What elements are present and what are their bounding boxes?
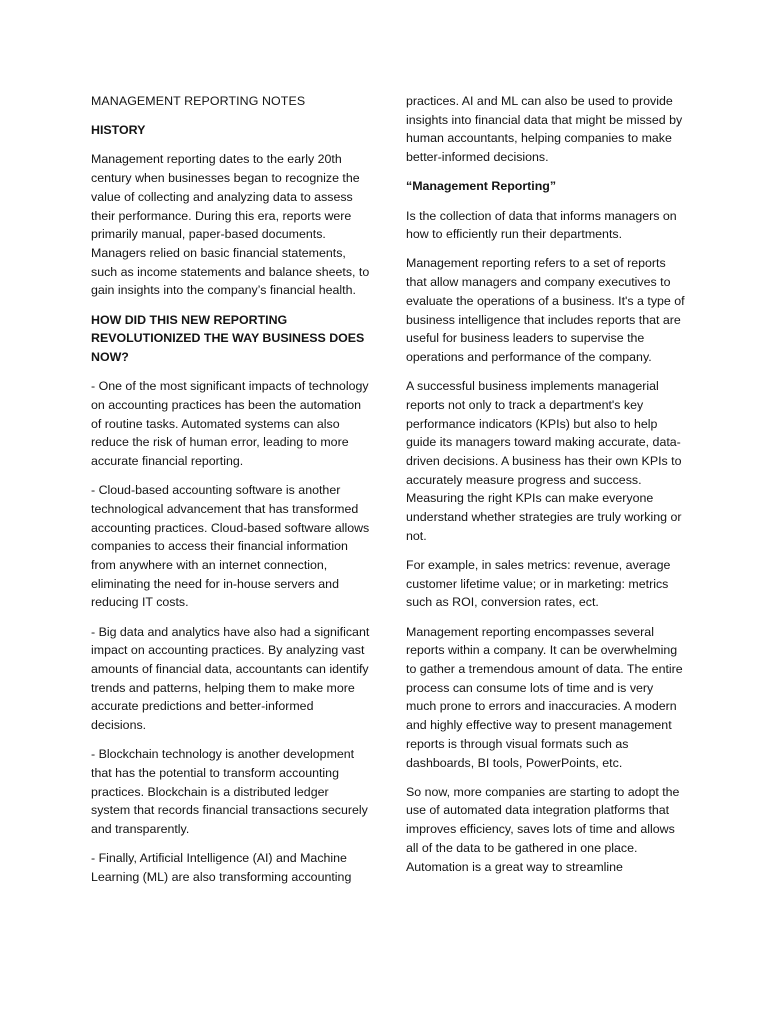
left-column	[91, 92, 371, 897]
bullet-big-data: - Big data and analytics have also had a significant impact on accounting practices. By analyzing vast amounts of financial data, accountants can identify trends and patterns, helping them to make more accurate predictions and better-informed decisions.	[91, 624, 370, 733]
continuation-paragraph: practices. AI and ML can also be used to provide insights into financial data that might be missed by human accountants, helping companies to make better-informed decisions.	[406, 94, 683, 165]
question-heading: HOW DID THIS NEW REPORTING REVOLUTIONIZED THE WAY BUSINESS DOES NOW?	[91, 312, 365, 364]
definition-paragraph: Is the collection of data that informs managers on how to efficiently run their departments.	[406, 208, 677, 242]
paragraph-metrics-example: For example, in sales metrics: revenue, average customer lifetime value; or in marketing: metrics such as ROI, conversion rates, ect.	[406, 557, 671, 610]
bullet-blockchain: - Blockchain technology is another development that has the potential to transform accounting practices. Blockchain is a distributed ledger system that records financial transactions securely and transparently.	[91, 747, 368, 837]
bullet-ai-ml: - Finally, Artificial Intelligence (AI) and Machine Learning (ML) are also transforming accounting	[91, 851, 352, 885]
paragraph-automation: So now, more companies are starting to adopt the use of automated data integration platforms that improves efficiency, saves lots of time and allows all of the data to be gathered in one place. Automation is a great way to streamline	[406, 784, 680, 874]
bullet-automation: - One of the most significant impacts of technology on accounting practices has been the automation of routine tasks. Automated systems can also reduce the risk of human error, leading to more accurate financial reporting.	[91, 379, 369, 468]
document-title: MANAGEMENT REPORTING NOTES	[91, 94, 306, 108]
definition-heading: “Management Reporting”	[406, 179, 557, 194]
bullet-cloud: - Cloud-based accounting software is another technological advancement that has transformed accounting practices. Cloud-based software allows companies to access their financial information from anywhere with an internet connection, eliminating the need for in-house servers and reducing IT costs.	[91, 483, 370, 610]
paragraph-encompasses: Management reporting encompasses several reports within a company. It can be overwhelming to gather a tremendous amount of data. The entire process can consume lots of time and is very much prone to errors and inaccuracies. A modern and highly effective way to present management reports is through visual formats such as dashboards, BI tools, PowerPoints, etc.	[406, 624, 683, 770]
history-heading: HISTORY	[91, 123, 146, 138]
history-paragraph: Management reporting dates to the early 20th century when businesses began to recognize the value of collecting and analyzing data to assess their performance. During this era, reports were primarily manual, paper-based documents. Managers relied on basic financial statements, such as income statements and balance sheets, to gain insights into the company’s financial health.	[91, 152, 370, 298]
paragraph-kpis: A successful business implements managerial reports not only to track a department's key performance indicators (KPIs) but also to help guide its managers toward making accurate, data-driven decisions. A business has their own KPIs to accurately measure progress and success. Measuring the right KPIs can make everyone understand whether strategies are truly working or not.	[406, 379, 682, 543]
paragraph-reports-definition: Management reporting refers to a set of reports that allow managers and company executives to evaluate the operations of a business. It's a type of business intelligence that includes reports that are useful for business leaders to supervise the operations and performance of the company.	[406, 256, 685, 364]
right-column	[406, 92, 686, 887]
